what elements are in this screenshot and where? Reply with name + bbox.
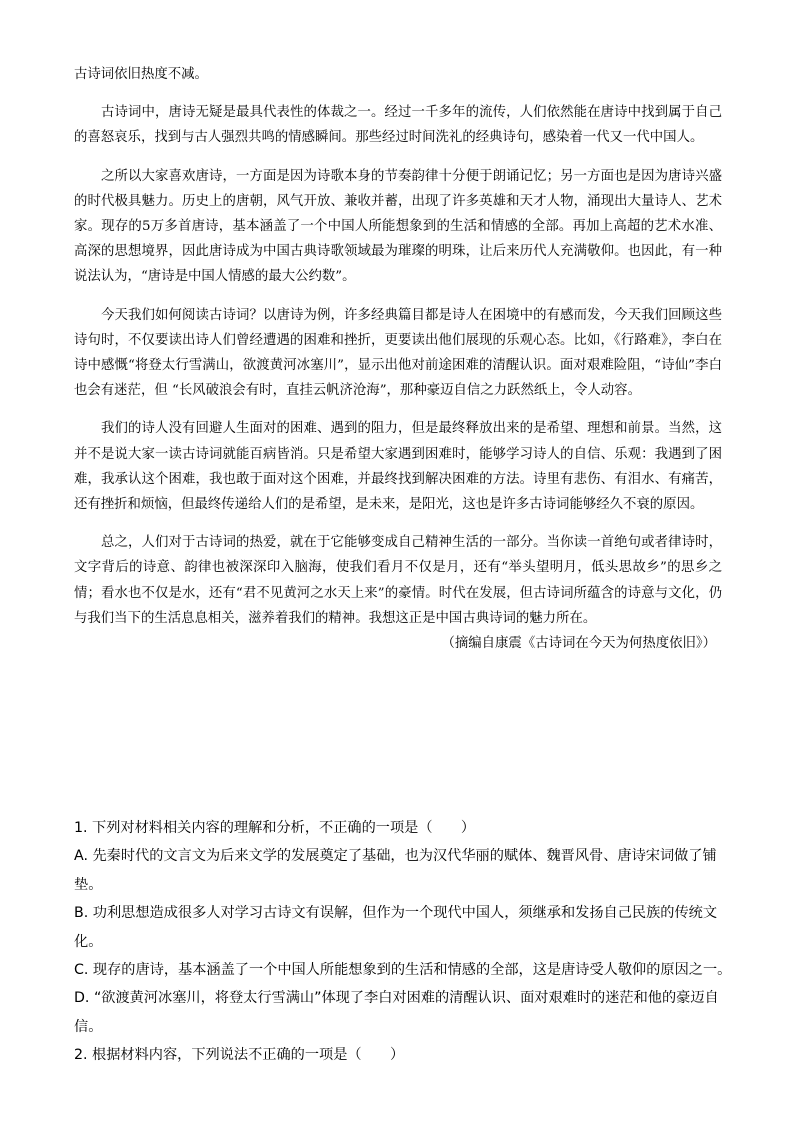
passage-paragraph: 古诗词中，唐诗无疑是最具代表性的体裁之一。经过一千多年的流传，人们依然能在唐诗中找到属于自己的喜怒哀乐，找到与古人强烈共鸣的情感瞬间。那些经过时间洗礼的经典诗句，感染着一代又一代中国人。: [74, 105, 722, 146]
passage-carry-line: 古诗词依旧热度不减。: [74, 67, 208, 82]
passage-paragraph: 之所以大家喜欢唐诗，一方面是因为诗歌本身的节奏韵律十分便于朗诵记忆；另一方面也是因为唐诗兴盛的时代极具魅力。历史上的唐朝，风气开放、兼收并蓄，出现了许多英雄和天才人物，涌现出大量诗人、艺术家。现存的5万多首唐诗，基本涵盖了一个中国人所能想象到的生活和情感的全部。再加上高超的艺术水准、高深的思想境界，因此唐诗成为中国古典诗歌领域最为璀璨的明珠，让后来历代人充满敬仰。也因此，有一种说法认为，“唐诗是中国人情感的最大公约数”。: [74, 168, 722, 285]
question-1-option-a: A. 先秦时代的文言文为后来文学的发展奠定了基础，也为汉代华丽的赋体、魏晋风骨、唐诗宋词做了铺垫。: [74, 848, 717, 893]
passage-source: （摘编自康震《古诗词在今天为何热度依旧》）: [441, 636, 716, 652]
paragraph-gap: [74, 151, 722, 164]
passage-paragraph: 今天我们如何阅读古诗词？以唐诗为例，许多经典篇目都是诗人在困境中的有感而发，今天我们回顾这些诗句时，不仅要读出诗人们曾经遭遇的困难和挫折，更要读出他们展现的乐观心态。比如，《行路难》，李白在诗中感慨“将登太行雪满山，欲渡黄河冰塞川”，显示出他对前途困难的清醒认识。面对艰难险阻，“诗仙”李白也会有迷茫，但 “长风破浪会有时，直挂云帆济沧海”，那种豪迈自信之力跃然纸上，令人动容。: [74, 307, 722, 399]
question-1-stem: 1. 下列对材料相关内容的理解和分析，不正确的一项是（ ）: [74, 820, 476, 836]
question-2-stem: 2. 根据材料内容，下列说法不正确的一项是（ ）: [74, 1047, 405, 1064]
paragraph-gap: [74, 517, 722, 530]
passage-paragraph: 总之，人们对于古诗词的热爱，就在于它能够变成自己精神生活的一部分。当你读一首绝句或者律诗时，文字背后的诗意、韵律也被深深印入脑海，使我们看月不仅是月，还有“举头望明月，低头思故乡”的思乡之情；看水也不仅是水，还有“君不见黄河之水天上来”的豪情。时代在发展，但古诗词所蕴含的诗意与文化，仍与我们当下的生活息息相关，滋养着我们的精神。我想这正是中国古典诗词的魅力所在。: [74, 535, 722, 626]
question-block: [74, 814, 734, 1070]
reading-passage: [74, 62, 722, 656]
passage-paragraph: 我们的诗人没有回避人生面对的困难、遇到的阻力，但是最终释放出来的是希望、理想和前景。当然，这并不是说大家一读古诗词就能百病皆消。只是希望大家遇到困难时，能够学习诗人的自信、乐观：我遇到了困难，我承认这个困难，我也敢于面对这个困难，并最终找到解决困难的方法。诗里有悲伤、有泪水、有痛苦，还有挫折和烦恼，但最终传递给人们的是希望，是未来，是阳光，这也是许多古诗词能够经久不衰的原因。: [74, 421, 722, 513]
question-1-option-b: B. 功利思想造成很多人对学习古诗文有误解，但作为一个现代中国人，须继承和发扬自己民族的传统文化。: [74, 905, 718, 950]
paragraph-gap: [74, 290, 722, 303]
paragraph-gap: [74, 87, 722, 100]
question-1-option-d: D. “欲渡黄河冰塞川，将登太行雪满山”体现了李白对困难的清醒认识、面对艰难时的迷茫和他的豪迈自信。: [74, 990, 719, 1035]
paragraph-gap: [74, 403, 722, 416]
question-1-option-c: C. 现存的唐诗，基本涵盖了一个中国人所能想象到的生活和情感的全部，这是唐诗受人敬仰的原因之一。: [74, 962, 732, 979]
